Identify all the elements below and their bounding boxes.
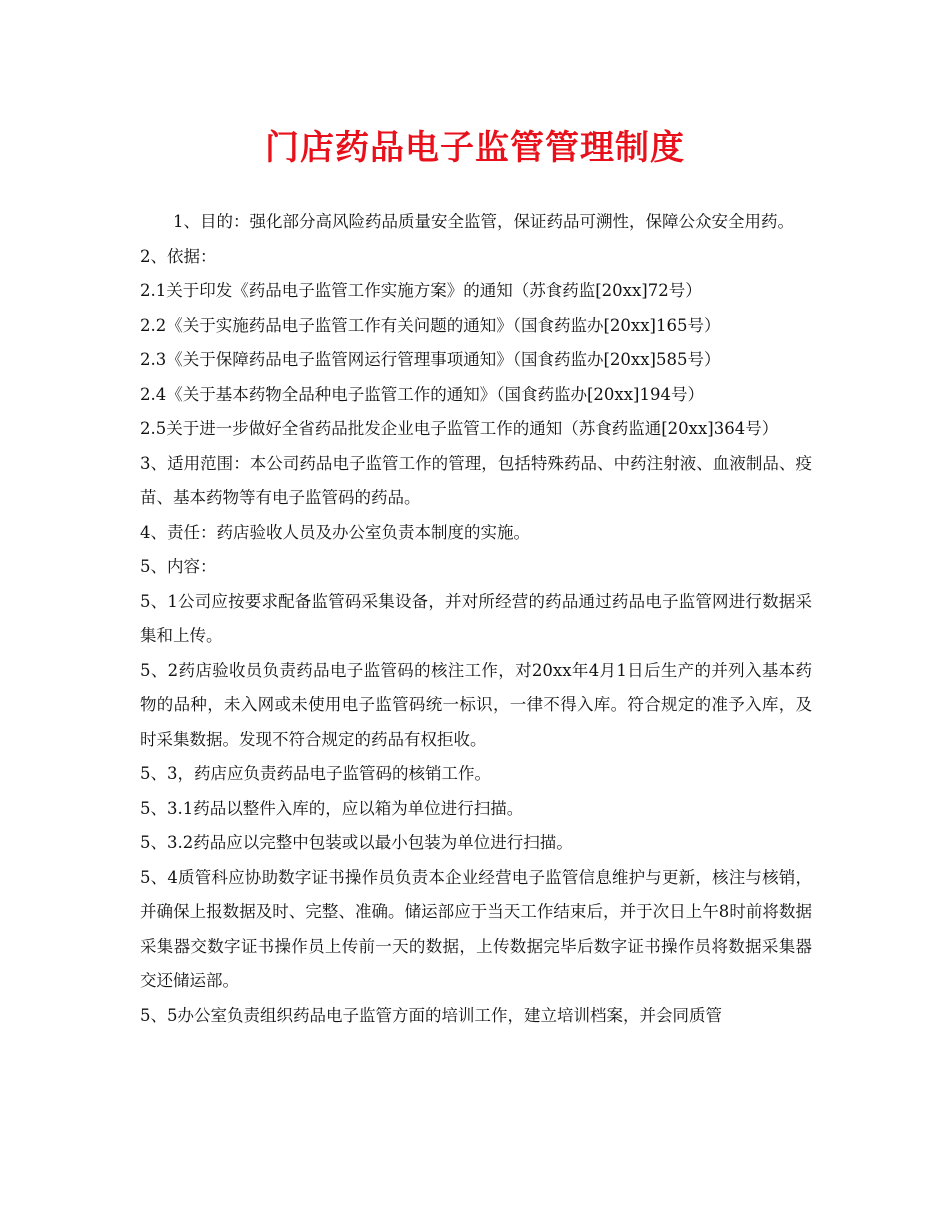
paragraph-content-5-4: 5、4质管科应协助数字证书操作员负责本企业经营电子监管信息维护与更新，核注与核销，并确保上报数据及时、完整、准确。储运部应于当天工作结束后，并于次日上午8时前将数据采集器交数字证书操作员上传前一天的数据，上传数据完毕后数字证书操作员将数据采集器交还储运部。 xyxy=(140,867,812,990)
paragraph-responsibility: 4、责任：药店验收人员及办公室负责本制度的实施。 xyxy=(140,522,530,542)
paragraph-content-5-1: 5、1公司应按要求配备监管码采集设备，并对所经营的药品通过药品电子监管网进行数据采集和上传。 xyxy=(140,591,812,645)
paragraph-content-5-2: 5、2药店验收员负责药品电子监管码的核注工作，对20xx年4月1日后生产的并列入基本药物的品种，未入网或未使用电子监管码统一标识，一律不得入库。符合规定的准予入库，及时采集数据。发现不符合规定的药品有权拒收。 xyxy=(140,660,812,749)
paragraph-basis-2-5: 2.5关于进一步做好全省药品批发企业电子监管工作的通知（苏食药监通[20xx]364号） xyxy=(140,419,779,438)
paragraph-content-5-3-1: 5、3.1药品以整件入库的，应以箱为单位进行扫描。 xyxy=(140,798,524,818)
paragraph-scope: 3、适用范围：本公司药品电子监管工作的管理，包括特殊药品、中药注射液、血液制品、疫苗、基本药物等有电子监管码的药品。 xyxy=(140,453,812,507)
paragraph-purpose: 1、目的：强化部分高风险药品质量安全监管，保证药品可溯性，保障公众安全用药。 xyxy=(173,212,794,231)
document-body xyxy=(140,205,812,1033)
paragraph-basis-2-1: 2.1关于印发《药品电子监管工作实施方案》的通知（苏食药监[20xx]72号） xyxy=(140,281,702,300)
paragraph-basis-2-2: 2.2《关于实施药品电子监管工作有关问题的通知》（国食药监办[20xx]165号） xyxy=(140,315,721,335)
paragraph-content-5-3-2: 5、3.2药品应以完整中包装或以最小包装为单位进行扫描。 xyxy=(140,833,573,852)
paragraph-content-heading: 5、内容： xyxy=(140,557,217,576)
paragraph-basis-2-3: 2.3《关于保障药品电子监管网运行管理事项通知》（国食药监办[20xx]585号） xyxy=(140,350,721,369)
paragraph-content-5-5: 5、5办公室负责组织药品电子监管方面的培训工作，建立培训档案，并会同质管 xyxy=(140,1005,722,1025)
paragraph-basis-heading: 2、依据： xyxy=(140,246,217,266)
paragraph-basis-2-4: 2.4《关于基本药物全品种电子监管工作的通知》（国食药监办[20xx]194号） xyxy=(140,384,704,404)
paragraph-content-5-3: 5、3，药店应负责药品电子监管码的核销工作。 xyxy=(140,764,491,783)
document-title: 门店药品电子监管管理制度 xyxy=(265,128,685,168)
